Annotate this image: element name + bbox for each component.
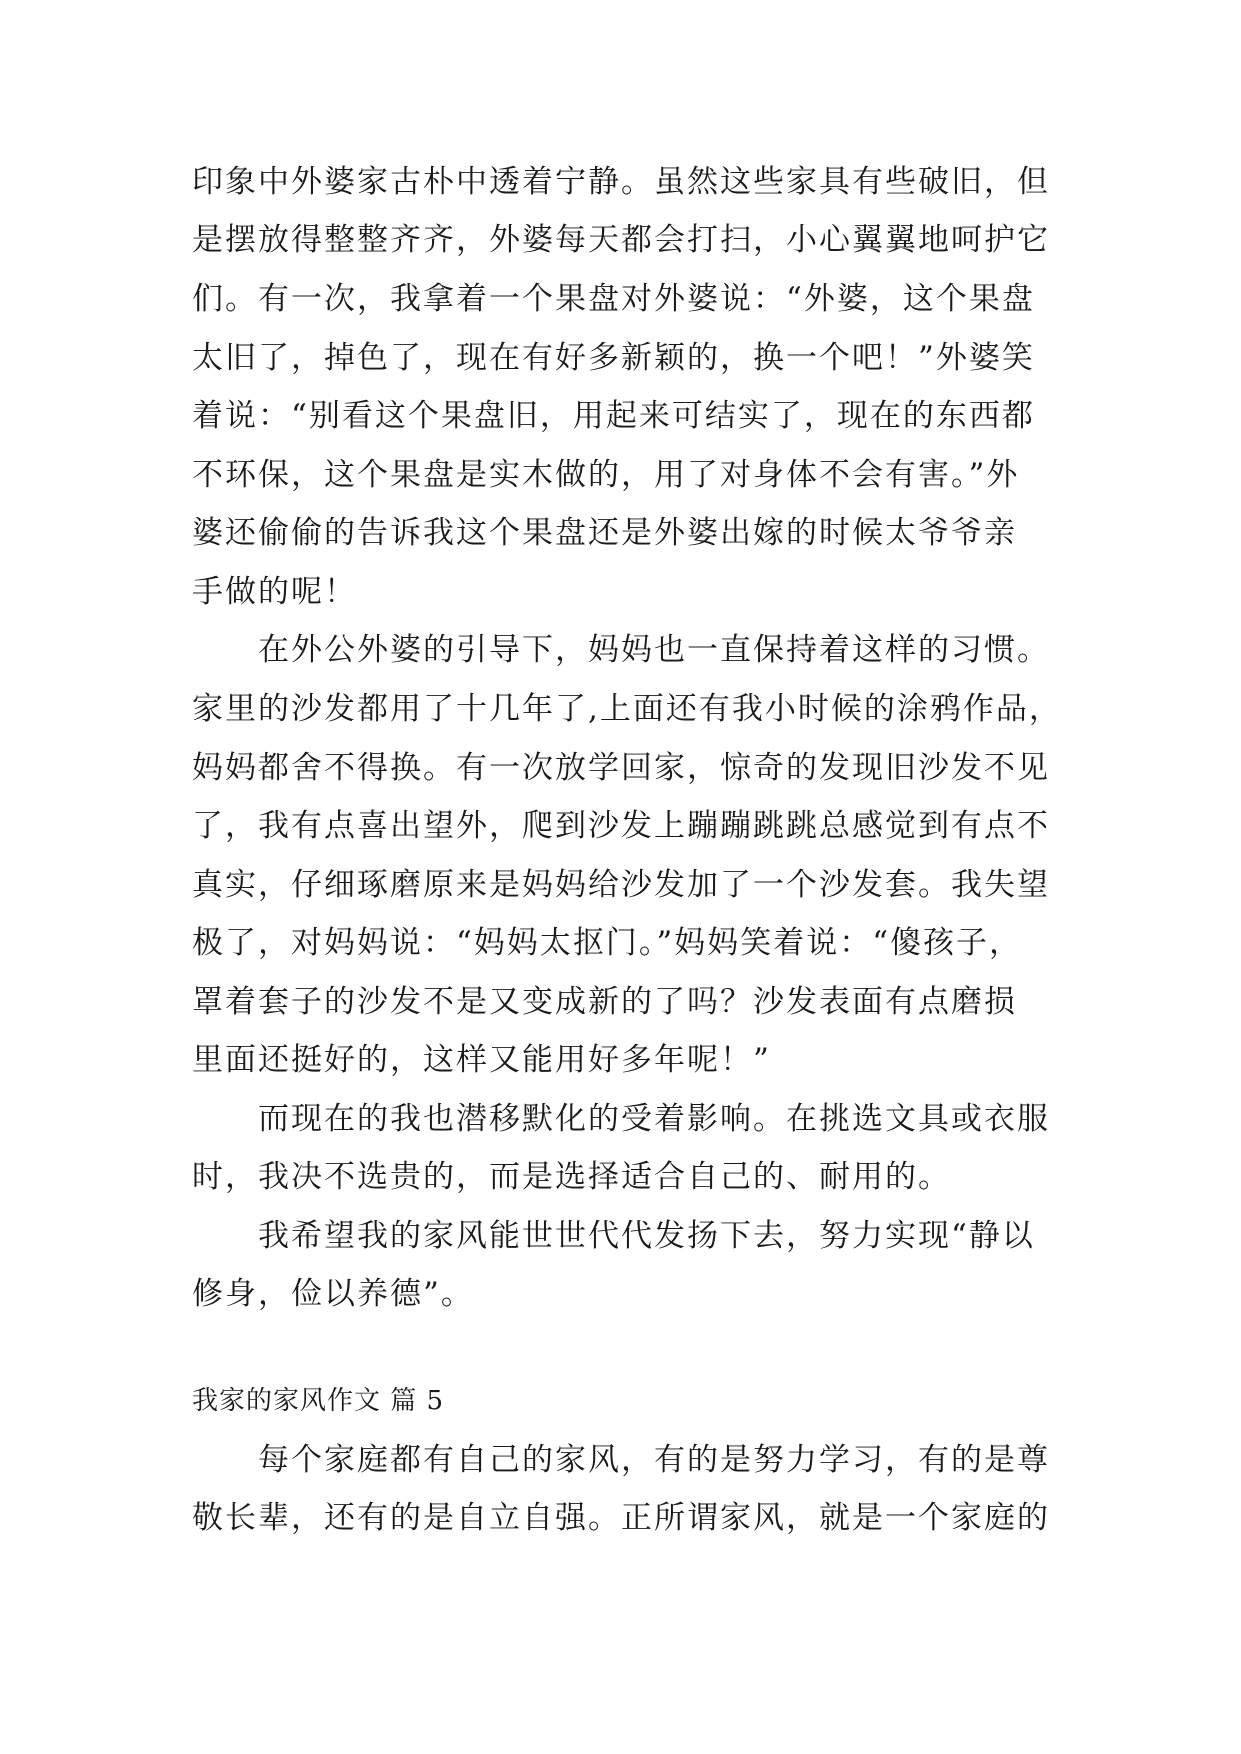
text-line: 了，我有点喜出望外，爬到沙发上蹦蹦跳跳总感觉到有点不 — [192, 808, 1050, 844]
text-line: 们。有一次，我拿着一个果盘对外婆说：“外婆，这个果盘 — [192, 281, 1035, 317]
text-line: 我希望我的家风能世世代代发扬下去，努力实现“静以 — [258, 1218, 1035, 1254]
text-line: 家里的沙发都用了十几年了,上面还有我小时候的涂鸦作品， — [192, 691, 1062, 727]
text-line: 妈妈都舍不得换。有一次放学回家，惊奇的发现旧沙发不见 — [192, 750, 1050, 786]
text-line: 太旧了，掉色了，现在有好多新颖的，换一个吧！”外婆笑 — [192, 340, 1035, 376]
section-title: 我家的家风作文 篇 5 — [192, 1386, 445, 1416]
text-line: 修身，俭以养德”。 — [192, 1276, 474, 1312]
text-line: 婆还偷偷的告诉我这个果盘还是外婆出嫁的时候太爷爷亲 — [192, 515, 1017, 551]
text-line: 敬长辈，还有的是自立自强。正所谓家风，就是一个家庭的 — [192, 1500, 1050, 1536]
text-line: 着说：“别看这个果盘旧，用起来可结实了，现在的东西都 — [192, 398, 1035, 434]
text-line: 真实，仔细琢磨原来是妈妈给沙发加了一个沙发套。我失望 — [192, 867, 1050, 903]
text-line: 印象中外婆家古朴中透着宁静。虽然这些家具有些破旧，但 — [192, 164, 1050, 200]
text-line: 里面还挺好的，这样又能用好多年呢！” — [192, 1042, 771, 1078]
text-line: 手做的呢！ — [192, 574, 357, 610]
text-line: 罩着套子的沙发不是又变成新的了吗？沙发表面有点磨损 — [192, 984, 1017, 1020]
text-line: 是摆放得整整齐齐，外婆每天都会打扫，小心翼翼地呵护它 — [192, 222, 1050, 258]
text-line: 在外公外婆的引导下，妈妈也一直保持着这样的习惯。 — [258, 632, 1050, 668]
text-line: 时，我决不选贵的，而是选择适合自己的、耐用的。 — [192, 1159, 951, 1195]
text-line: 而现在的我也潜移默化的受着影响。在挑选文具或衣服 — [258, 1101, 1050, 1137]
text-line: 不环保，这个果盘是实木做的，用了对身体不会有害。”外 — [192, 457, 1020, 493]
text-line: 极了，对妈妈说：“妈妈太抠门。”妈妈笑着说：“傻孩子， — [192, 925, 1023, 961]
text-line: 每个家庭都有自己的家风，有的是努力学习，有的是尊 — [258, 1442, 1050, 1478]
